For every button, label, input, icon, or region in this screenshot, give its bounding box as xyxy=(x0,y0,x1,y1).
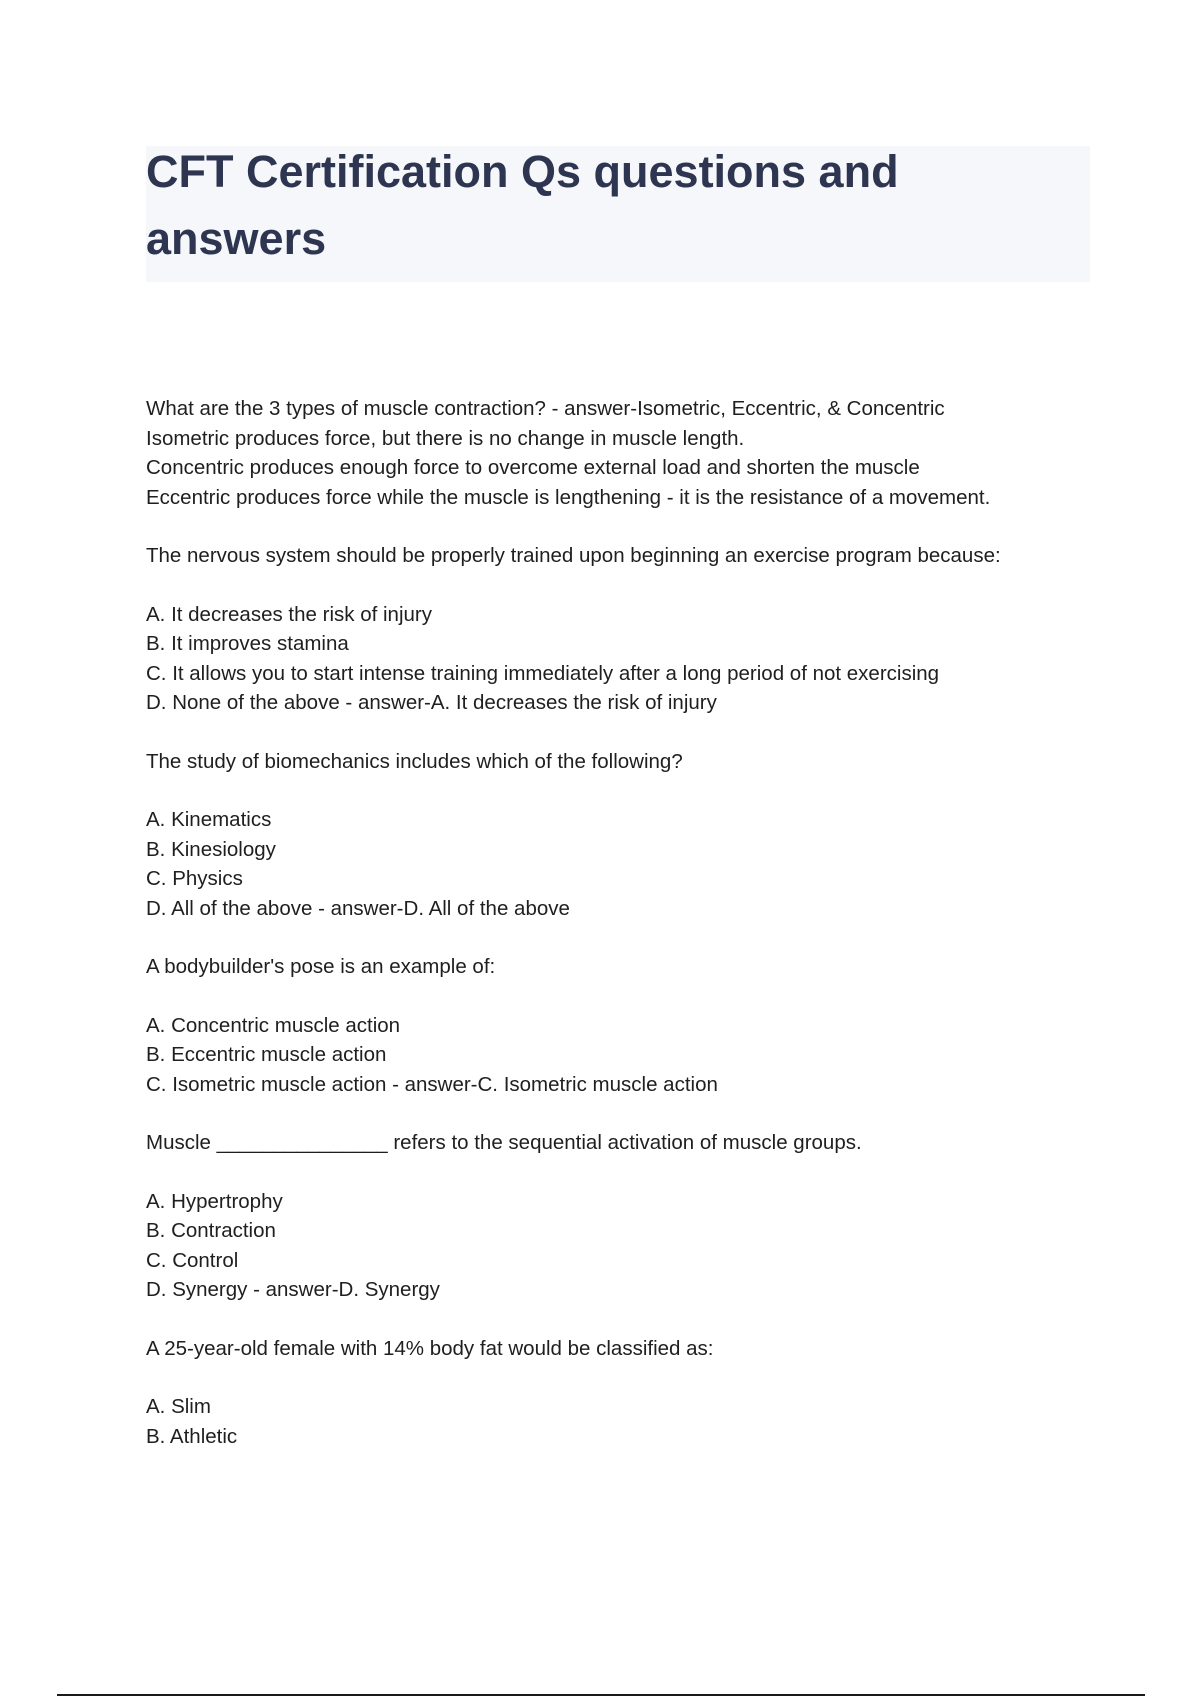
paragraph-gap xyxy=(146,512,1106,541)
answer-option: C. Physics xyxy=(146,867,243,890)
paragraph-gap xyxy=(146,571,1106,600)
answer-option: A. Concentric muscle action xyxy=(146,1013,401,1037)
paragraph-gap xyxy=(146,923,1106,952)
answer-option: D. All of the above - answer-D. All of the above xyxy=(146,896,570,920)
question-text: The nervous system should be properly trained upon beginning an exercise program because: xyxy=(146,544,1001,567)
question-biomechanics xyxy=(146,747,1106,777)
paragraph-muscle-contraction xyxy=(146,394,1106,512)
answer-option: B. Contraction xyxy=(146,1219,276,1242)
answer-option: A. Slim xyxy=(146,1395,211,1418)
question-text: Muscle _______________ refers to the sequential activation of muscle groups. xyxy=(146,1131,862,1154)
answer-option: A. It decreases the risk of injury xyxy=(146,602,432,626)
answer-option: A. Hypertrophy xyxy=(146,1189,283,1213)
options-body-fat xyxy=(146,1392,1106,1451)
question-body-fat xyxy=(146,1334,1106,1364)
question-bodybuilder-pose xyxy=(146,952,1106,982)
answer-option: B. Kinesiology xyxy=(146,837,276,861)
answer-option: C. It allows you to start intense training immediately after a long period of not exercising xyxy=(146,661,940,685)
answer-option: A. Kinematics xyxy=(146,808,272,831)
answer-option: B. Athletic xyxy=(146,1424,238,1448)
paragraph-gap xyxy=(146,1099,1106,1128)
options-nervous-system xyxy=(146,600,1106,718)
paragraph-gap xyxy=(146,1158,1106,1187)
answer-option: D. None of the above - answer-A. It decreases the risk of injury xyxy=(146,691,717,714)
text-line: Isometric produces force, but there is no change in muscle length. xyxy=(146,426,745,450)
paragraph-gap xyxy=(146,982,1106,1011)
footer-divider xyxy=(57,1694,1145,1696)
options-biomechanics xyxy=(146,805,1106,923)
text-line: Concentric produces enough force to overcome external load and shorten the muscle xyxy=(146,456,920,479)
question-nervous-system xyxy=(146,541,1106,571)
question-text: A 25-year-old female with 14% body fat would be classified as: xyxy=(146,1336,714,1360)
options-bodybuilder-pose xyxy=(146,1011,1106,1100)
answer-option: C. Control xyxy=(146,1248,239,1272)
options-muscle-synergy xyxy=(146,1187,1106,1305)
paragraph-gap xyxy=(146,776,1106,805)
paragraph-gap xyxy=(146,718,1106,747)
document-body xyxy=(146,394,1106,1451)
answer-option: B. Eccentric muscle action xyxy=(146,1043,387,1066)
question-text: A bodybuilder's pose is an example of: xyxy=(146,955,496,978)
paragraph-gap xyxy=(146,1363,1106,1392)
question-text: The study of biomechanics includes which of the following? xyxy=(146,749,683,773)
answer-option: D. Synergy - answer-D. Synergy xyxy=(146,1278,440,1301)
text-line: What are the 3 types of muscle contraction? - answer-Isometric, Eccentric, & Concentric xyxy=(146,397,945,420)
paragraph-gap xyxy=(146,1305,1106,1334)
question-muscle-synergy xyxy=(146,1128,1106,1158)
page-title: CFT Certification Qs questions and answers xyxy=(146,146,899,264)
answer-option: B. It improves stamina xyxy=(146,632,349,655)
text-line: Eccentric produces force while the muscle is lengthening - it is the resistance of a movement. xyxy=(146,485,991,509)
answer-option: C. Isometric muscle action - answer-C. Isometric muscle action xyxy=(146,1072,718,1096)
